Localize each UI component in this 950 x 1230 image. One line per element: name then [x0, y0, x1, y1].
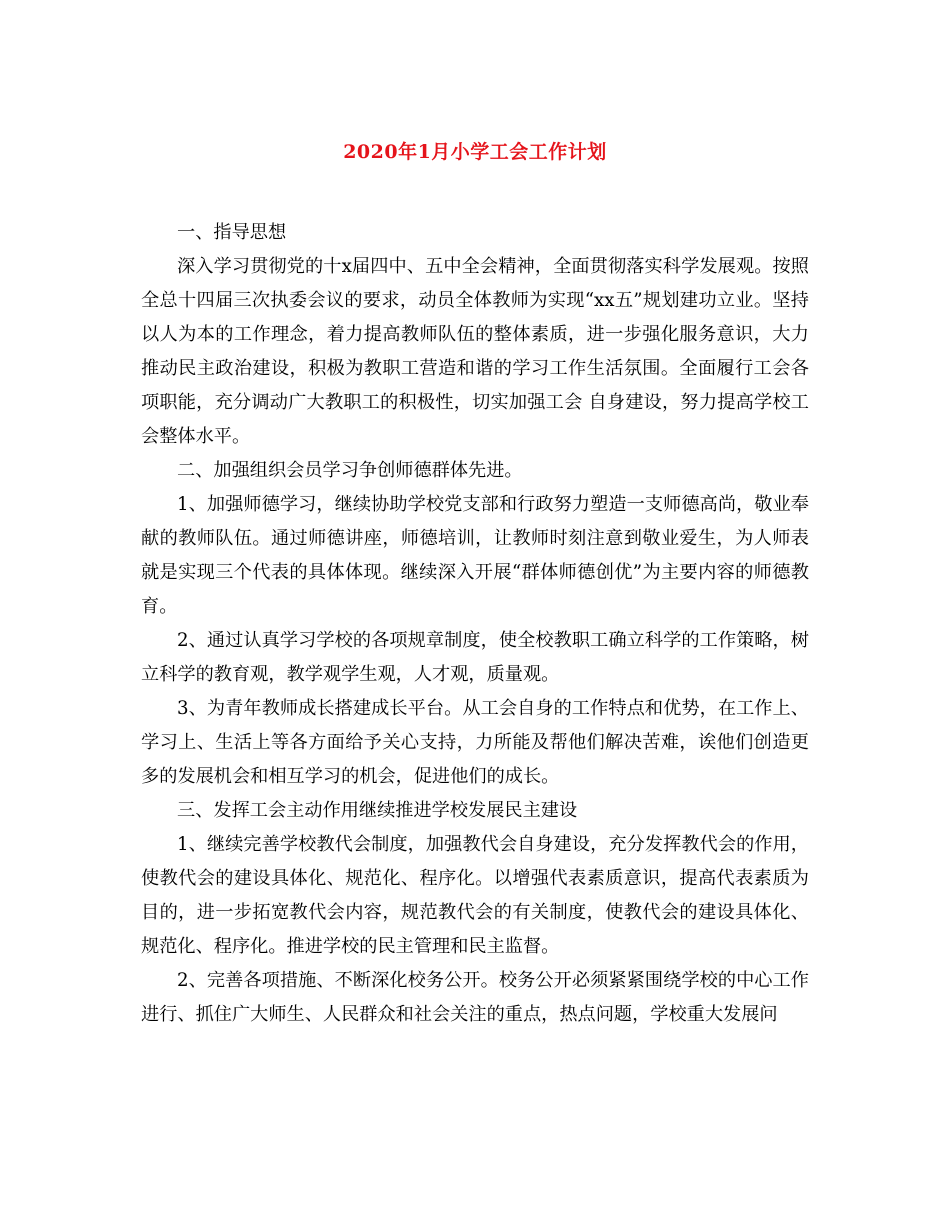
document-body [141, 216, 809, 1032]
paragraph-item-3-2: 2、完善各项措施、不断深化校务公开。校务公开必须紧紧围绕学校的中心工作进行、抓住广大师生、人民群众和社会关注的重点，热点问题，学校重大发展问 [141, 970, 809, 1025]
section-heading-3: 三、发挥工会主动作用继续推进学校发展民主建设 [177, 800, 578, 821]
paragraph-item-2-2: 2、通过认真学习学校的各项规章制度，使全校教职工确立科学的工作策略，树立科学的教育观，教学观学生观，人才观，质量观。 [141, 630, 809, 685]
paragraph-item-2-3: 3、为青年教师成长搭建成长平台。从工会自身的工作特点和优势，在工作上、学习上、生活上等各方面给予关心支持，力所能及帮他们解决苦难，诶他们创造更多的发展机会和相互学习的机会，促进他们的成长。 [141, 698, 809, 787]
document-title: 2020年1月小学工会工作计划 [343, 141, 607, 163]
section-heading-1: 一、指导思想 [177, 222, 287, 243]
paragraph-guiding-thought: 深入学习贯彻党的十x届四中、五中全会精神，全面贯彻落实科学发展观。按照全总十四届三次执委会议的要求，动员全体教师为实现“xx五”规划建功立业。坚持以人为本的工作理念，着力提高教师队伍的整体素质，进一步强化服务意识，大力推动民主政治建设，积极为教职工营造和谐的学习工作生活氛围。全面履行工会各项职能，充分调动广大教职工的积极性，切实加强工会 自身建设，努力提高学校工会整体水平。 [141, 256, 809, 447]
paragraph-item-3-1: 1、继续完善学校教代会制度，加强教代会自身建设，充分发挥教代会的作用，使教代会的建设具体化、规范化、程序化。以增强代表素质意识，提高代表素质为目的，进一步拓宽教代会内容，规范教代会的有关制度，使教代会的建设具体化、规范化、程序化。推进学校的民主管理和民主监督。 [141, 834, 809, 957]
paragraph-item-2-1: 1、加强师德学习，继续协助学校党支部和行政努力塑造一支师德高尚，敬业奉献的教师队伍。通过师德讲座，师德培训，让教师时刻注意到敬业爱生，为人师表就是实现三个代表的具体体现。继续深入开展“群体师德创优”为主要内容的师德教育。 [141, 494, 809, 617]
section-heading-2: 二、加强组织会员学习争创师德群体先进。 [177, 460, 523, 481]
